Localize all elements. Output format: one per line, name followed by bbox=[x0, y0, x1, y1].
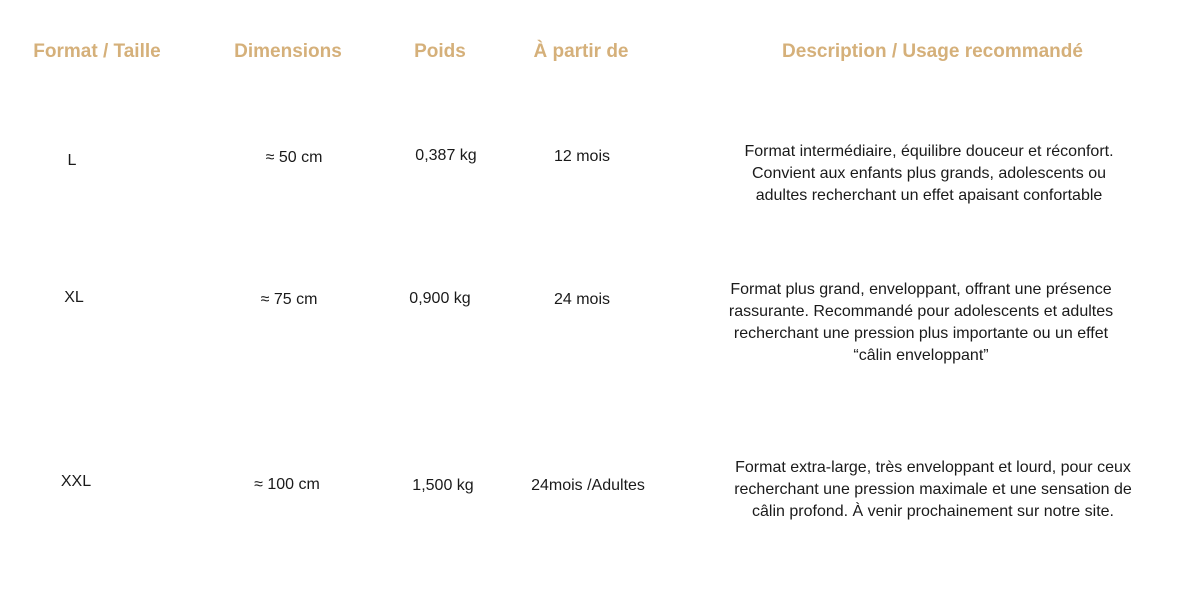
row-xxl-poids: 1,500 kg bbox=[412, 477, 474, 494]
row-xl-description-line: rassurante. Recommandé pour adolescents et adultes bbox=[728, 303, 1114, 320]
row-xxl-description bbox=[694, 457, 1172, 523]
header-description: Description / Usage recommandé bbox=[782, 41, 1083, 62]
row-l-age: 12 mois bbox=[553, 148, 611, 165]
row-l-description-line: adultes recherchant un effet apaisant confortable bbox=[755, 187, 1103, 204]
row-xxl-description-line: câlin profond. À venir prochainement sur notre site. bbox=[752, 503, 1114, 520]
row-xxl-description-line: recherchant une pression maximale et une sensation de bbox=[734, 481, 1132, 498]
row-l-dimensions: ≈ 50 cm bbox=[265, 149, 323, 166]
row-xxl-dimensions: ≈ 100 cm bbox=[254, 476, 320, 493]
row-xxl-format: XXL bbox=[60, 473, 92, 490]
row-xxl-age: 24mois /Adultes bbox=[531, 477, 645, 494]
header-age: À partir de bbox=[533, 41, 629, 62]
row-l-poids: 0,387 kg bbox=[415, 147, 477, 164]
header-format: Format / Taille bbox=[33, 41, 161, 62]
row-xl-description-line: recherchant une pression plus importante ou un effet bbox=[733, 325, 1109, 342]
header-poids: Poids bbox=[414, 41, 466, 62]
header-dimensions: Dimensions bbox=[234, 41, 342, 62]
row-xxl-description-line: Format extra-large, très enveloppant et lourd, pour ceux bbox=[735, 459, 1131, 476]
row-l-description bbox=[690, 141, 1168, 207]
row-l-format: L bbox=[67, 152, 77, 169]
row-xl-description-line: “câlin enveloppant” bbox=[853, 347, 989, 364]
row-xl-dimensions: ≈ 75 cm bbox=[260, 291, 318, 308]
row-xl-poids: 0,900 kg bbox=[409, 290, 471, 307]
row-l-description-line: Convient aux enfants plus grands, adolescents ou bbox=[751, 165, 1106, 182]
row-l-description-line: Format intermédiaire, équilibre douceur et réconfort. bbox=[744, 143, 1114, 160]
row-xl-description bbox=[682, 279, 1160, 367]
row-xl-format: XL bbox=[64, 289, 84, 306]
row-xl-description-line: Format plus grand, enveloppant, offrant une présence bbox=[730, 281, 1112, 298]
row-xl-age: 24 mois bbox=[553, 291, 611, 308]
